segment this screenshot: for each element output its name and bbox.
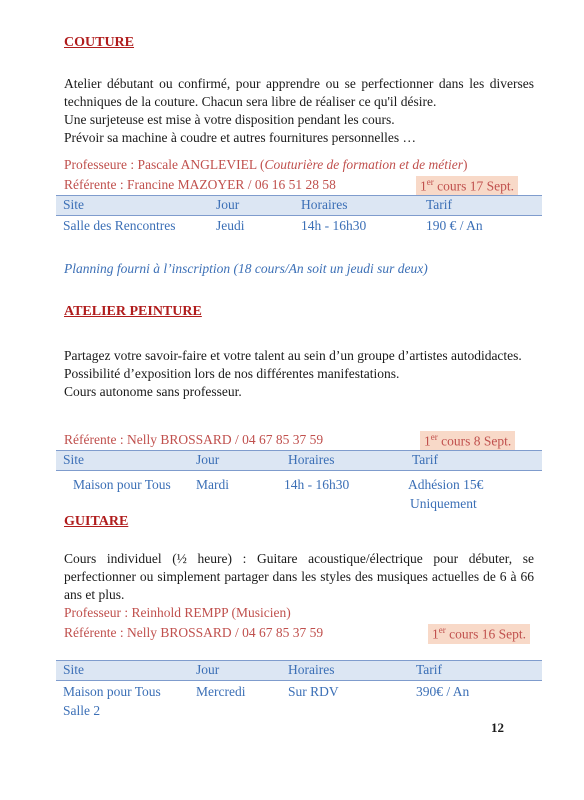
couture-start-date: 1er cours 17 Sept. [416, 176, 518, 196]
guitare-start-date: 1er cours 16 Sept. [428, 624, 530, 644]
header-tarif: Tarif [426, 197, 453, 212]
peinture-referent: Référente : Nelly BROSSARD / 04 67 85 37 59 [64, 432, 324, 447]
couture-paragraph-3: Prévoir sa machine à coudre et autres fournitures personnelles … [64, 130, 417, 145]
cell-tarif-note: Uniquement [410, 496, 477, 511]
peinture-start-date: 1er cours 8 Sept. [420, 431, 515, 451]
cell-site-room: Salle 2 [63, 703, 101, 718]
header-site: Site [63, 662, 85, 677]
peinture-table-row [56, 477, 542, 517]
cell-horaires: 14h - 16h30 [284, 477, 350, 492]
cell-jour: Jeudi [216, 218, 245, 233]
cell-tarif: Adhésion 15€ [408, 477, 484, 492]
couture-planning-note: Planning fourni à l’inscription (18 cours/An soit un jeudi sur deux) [64, 261, 428, 276]
guitare-description [64, 550, 534, 604]
couture-paragraph-2: Une surjeteuse est mise à votre disposition pendant les cours. [64, 112, 395, 127]
header-jour: Jour [216, 197, 240, 212]
couture-paragraph-1: Atelier débutant ou confirmé, pour apprendre ou se perfectionner dans les diverses techniques de la couture. Chacun sera libre de réaliser ce qu'il désire. [64, 76, 534, 109]
cell-horaires: Sur RDV [288, 684, 339, 699]
guitare-table-header [56, 660, 542, 681]
peinture-paragraph-2: Possibilité d’exposition lors de nos différentes manifestations. [64, 366, 400, 381]
peinture-paragraph-3: Cours autonome sans professeur. [64, 384, 242, 399]
header-site: Site [63, 197, 85, 212]
couture-professor-name: Professeure : Pascale ANGLEVIEL ( [64, 157, 265, 172]
peinture-description [64, 347, 534, 401]
couture-heading: COUTURE [64, 35, 135, 50]
couture-table-row [56, 218, 542, 238]
header-tarif: Tarif [416, 662, 443, 677]
guitare-referent: Référente : Nelly BROSSARD / 04 67 85 37 59 [64, 625, 324, 640]
cell-tarif: 390€ / An [416, 684, 470, 699]
cell-site: Maison pour Tous [63, 684, 161, 699]
header-site: Site [63, 452, 85, 467]
guitare-professor: Professeur : Reinhold REMPP (Musicien) [64, 605, 291, 620]
cell-jour: Mercredi [196, 684, 246, 699]
cell-site: Maison pour Tous [73, 477, 171, 492]
guitare-table-row [56, 684, 542, 724]
page-number: 12 [491, 720, 504, 735]
guitare-heading: GUITARE [64, 514, 129, 529]
cell-site: Salle des Rencontres [63, 218, 176, 233]
guitare-paragraph-1: Cours individuel (½ heure) : Guitare acoustique/électrique pour débuter, se perfectionner ou simplement partager dans les styles des musiques actuelles de 6 à 66 ans et plus. [64, 551, 534, 602]
header-horaires: Horaires [288, 662, 335, 677]
peinture-table-header [56, 450, 542, 471]
cell-horaires: 14h - 16h30 [301, 218, 367, 233]
couture-professor [64, 157, 468, 173]
couture-professor-qualification: Couturière de formation et de métier [264, 157, 464, 172]
cell-jour: Mardi [196, 477, 229, 492]
cell-tarif: 190 € / An [426, 218, 483, 233]
header-jour: Jour [196, 662, 220, 677]
couture-description [64, 75, 534, 147]
couture-referent: Référente : Francine MAZOYER / 06 16 51 28 58 [64, 177, 336, 192]
couture-table-header [56, 195, 542, 216]
header-horaires: Horaires [288, 452, 335, 467]
peinture-heading: ATELIER PEINTURE [64, 304, 202, 319]
header-tarif: Tarif [412, 452, 439, 467]
couture-professor-close: ) [463, 157, 468, 172]
peinture-paragraph-1: Partagez votre savoir-faire et votre talent au sein d’un groupe d’artistes autodidactes. [64, 348, 522, 363]
header-jour: Jour [196, 452, 220, 467]
header-horaires: Horaires [301, 197, 348, 212]
